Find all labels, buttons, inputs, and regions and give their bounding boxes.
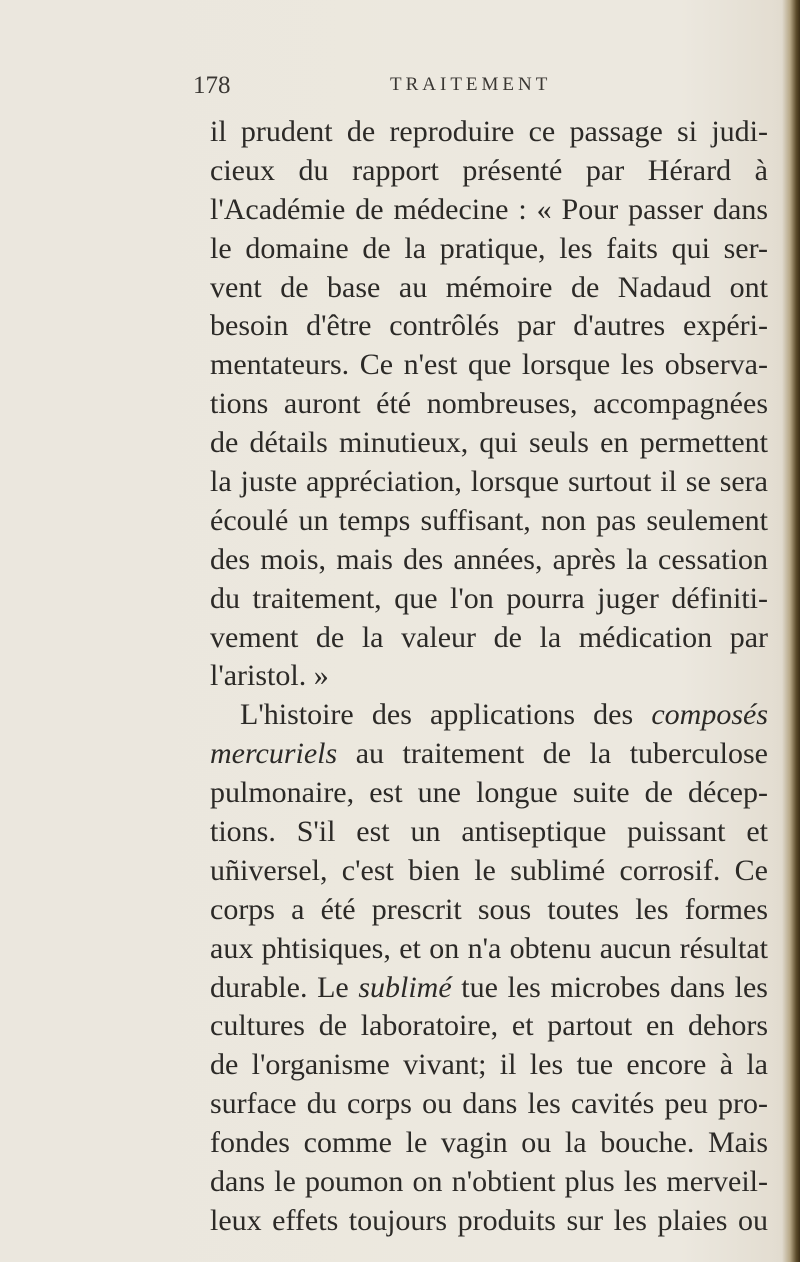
- page-header: [0, 72, 800, 102]
- page-edge-shadow: [782, 0, 800, 1262]
- text-line: [210, 580, 768, 619]
- text-segment: L'histoire des applications des: [240, 698, 652, 732]
- text-segment: de l'organisme vivant; il les tue encore à la: [210, 1048, 768, 1082]
- italic-text: mercuriels: [210, 737, 338, 771]
- text-line: [210, 1163, 768, 1202]
- text-line: [210, 502, 768, 541]
- text-segment: tions. S'il est un antiseptique puissant et: [210, 815, 768, 849]
- text-segment: mentateurs. Ce n'est que lorsque les observa-: [210, 348, 768, 382]
- italic-text: sublimé: [358, 970, 452, 1004]
- text-segment: corps a été prescrit sous toutes les formes: [210, 892, 768, 926]
- text-line: [210, 269, 768, 308]
- text-segment: cultures de laboratoire, et partout en dehors: [210, 1009, 768, 1043]
- text-segment: la juste appréciation, lorsque surtout il se sera: [210, 465, 768, 499]
- text-line: [210, 735, 768, 774]
- text-segment: il prudent de reproduire ce passage si judi-: [210, 115, 768, 148]
- text-line: [210, 619, 768, 658]
- text-segment: aux phtisiques, et on n'a obtenu aucun résultat: [210, 931, 768, 965]
- text-segment: vent de base au mémoire de Nadaud ont: [210, 270, 768, 304]
- text-segment: tue les microbes dans les: [451, 970, 768, 1004]
- text-segment: surface du corps ou dans les cavités peu pro-: [210, 1087, 768, 1121]
- text-segment: des mois, mais des années, après la cessation: [210, 542, 768, 576]
- text-line: [210, 930, 768, 969]
- text-line: [210, 969, 768, 1008]
- text-line: [210, 346, 768, 385]
- text-line: [210, 813, 768, 852]
- body-text: [210, 113, 768, 1241]
- text-line: [210, 152, 768, 191]
- text-segment: au traitement de la tuberculose: [337, 737, 768, 771]
- text-segment: l'Académie de médecine : « Pour passer dans: [210, 192, 768, 226]
- text-line: [210, 657, 768, 696]
- text-line: [210, 696, 768, 735]
- text-segment: vement de la valeur de la médication par: [210, 620, 768, 654]
- text-line: [210, 891, 768, 930]
- text-segment: l'aristol. »: [210, 659, 329, 693]
- text-line: [210, 191, 768, 230]
- text-segment: de détails minutieux, qui seuls en permettent: [210, 426, 768, 460]
- text-line: [210, 463, 768, 502]
- text-line: [210, 1202, 768, 1241]
- text-segment: besoin d'être contrôlés par d'autres expéri-: [210, 309, 768, 343]
- text-line: [210, 852, 768, 891]
- text-line: [210, 1046, 768, 1085]
- text-line: [210, 1007, 768, 1046]
- text-line: [210, 774, 768, 813]
- text-segment: dans le poumon on n'obtient plus les merveil-: [210, 1165, 768, 1199]
- text-line: [210, 307, 768, 346]
- page-number: 178: [193, 72, 231, 99]
- text-segment: durable. Le: [210, 970, 359, 1004]
- text-line: [210, 230, 768, 269]
- text-segment: fondes comme le vagin ou la bouche. Mais: [210, 1126, 768, 1160]
- text-segment: pulmonaire, est une longue suite de décep-: [210, 776, 768, 810]
- text-segment: leux effets toujours produits sur les plaies ou: [210, 1203, 768, 1237]
- text-segment: le domaine de la pratique, les faits qui ser-: [210, 231, 768, 265]
- text-line: [210, 113, 768, 152]
- text-segment: tions auront été nombreuses, accompagnées: [210, 387, 768, 421]
- text-line: [210, 385, 768, 424]
- text-line: [210, 541, 768, 580]
- text-line: [210, 424, 768, 463]
- italic-text: composés: [651, 698, 768, 732]
- text-line: [210, 1085, 768, 1124]
- text-segment: uñiversel, c'est bien le sublimé corrosif. Ce: [210, 853, 768, 887]
- text-segment: écoulé un temps suffisant, non pas seulement: [210, 503, 768, 537]
- text-line: [210, 1124, 768, 1163]
- running-head: TRAITEMENT: [390, 74, 552, 95]
- text-segment: cieux du rapport présenté par Hérard à: [210, 153, 768, 187]
- text-segment: du traitement, que l'on pourra juger définiti-: [210, 581, 768, 615]
